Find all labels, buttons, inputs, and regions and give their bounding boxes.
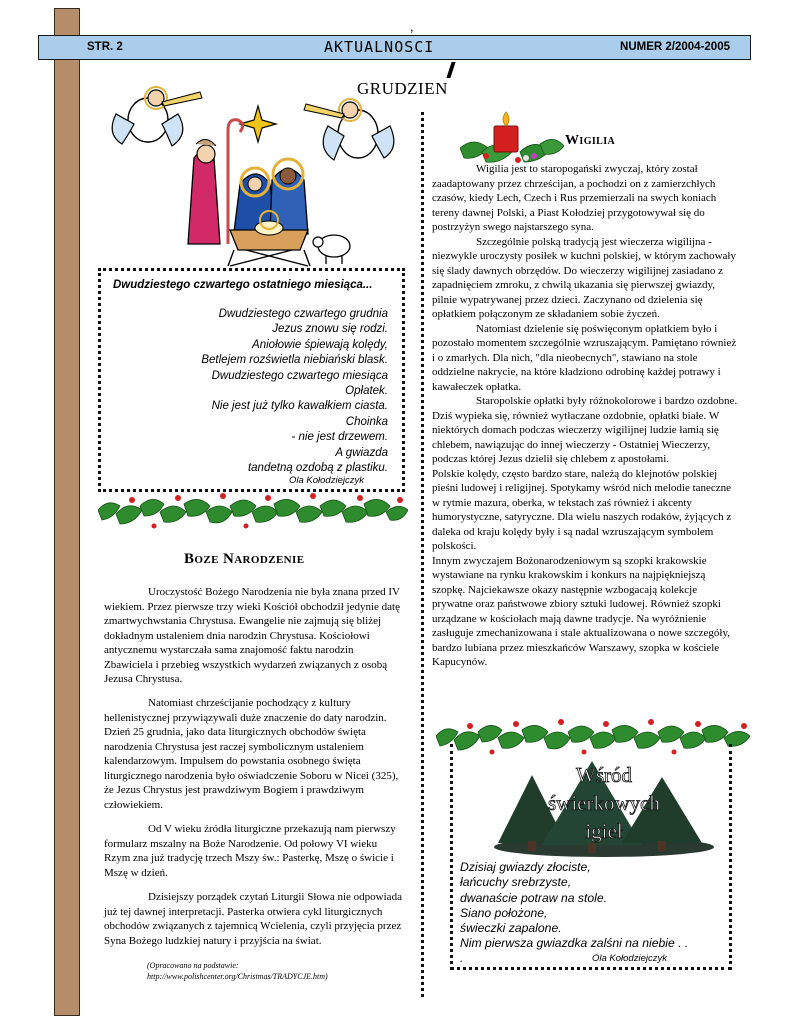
column-separator (421, 112, 424, 997)
wigilia-paragraph-5: Polskie kolędy, często bardzo stare, należą do klejnotów polskiej pieśni ludowej i religijnej. Spotykamy wśród nich melodie taneczne w rytmie mazura, oberka, w tekstach zaś również i akcenty humorystyczne, satyryczne. Dla wielu naszych rodaków, żyjących z daleka od kraju kolędy były i są nadal wzruszającym symbolem polskości. (432, 467, 732, 552)
source-url: http://www.polishcenter.org/Christmas/TRADYCJE.htm) (147, 972, 328, 981)
wigilia-paragraph-1: Wigilia jest to staropogański zwyczaj, który został zaadaptowany przez chrześcijan, a pochodzi on z zamierzchłych czasów, kiedy Lech, Czech i Rus przemierzali na swych koniach tereny dawnej Polski, a Piast Kołodziej przygotowywał się do postrzyżyn swego najstarszego syna. (432, 163, 717, 233)
bottom-poem-line: dwanaście potraw na stole. (460, 890, 608, 905)
bottom-poem-line: Nim pierwsza gwiazdka zalśni na niebie . . (460, 936, 689, 951)
boze-paragraph-3: Od V wieku źródła liturgiczne przekazują nam pierwszy formularz mszalny na Boże Narodzenie. Od połowy VI wieku Rzym zna już tradycję trzech Mszy św.: Pasterkę, Mszę o świcie i Mszę w dzień. (104, 823, 396, 879)
page-spine (54, 8, 80, 1016)
poem-line: Dwudziestego czwartego grudnia (218, 308, 388, 320)
poem-line: - nie jest drzewem. (291, 431, 388, 444)
section-name: AKTUALNOSCI (324, 38, 435, 56)
source-note: (Opracowano na podstawie: (147, 961, 239, 970)
section-title-wigilia: Wigilia (565, 133, 616, 148)
page-number: STR. 2 (87, 41, 123, 53)
month-accent-mark (446, 62, 455, 78)
poem-line: Nie jest już tylko kawałkiem ciasta. (211, 400, 388, 413)
wigilia-paragraph-3: Natomiast dzielenie się poświęconym opłatkiem było i pozostało momentem szczególnie wzruszającym. Pamiętano również i o zmarłych. Dla nich, "dla nieobecnych", stawiano na stole oddzielne nakrycie, na które kładziono odrobinę każdej potrawy i kawałeczek opłatka. (432, 322, 737, 393)
poem-line: Opłatek. (345, 385, 388, 398)
poem-line: Dwudziestego czwartego miesiąca (211, 369, 388, 382)
poem-line: Choinka (345, 415, 388, 428)
bottom-poem-line: Siano położone, (460, 905, 548, 920)
poem-line: A gwiazda (335, 446, 388, 459)
boze-paragraph-1: Uroczystość Bożego Narodzenia nie była znana przed IV wiekiem. Przez pierwsze trzy wieki Kościół obchodził jedynie datę zmartwychwstania Chrystusa. Ewangelie nie zajmują się bliżej dokładnym ustaleniem dnia narodzin Chrystusa. Kościołowi antycznemu wystarczała sama znajomość faktu narodzin Zbawiciela i przebieg wszystkich wydarzeń związanych z osobą Jezusa Chrystusa. (104, 586, 400, 685)
poem-line: Jezus znowu się rodzi. (272, 323, 388, 336)
bottom-poem-dot: . (460, 951, 464, 965)
wigilia-paragraph-4: Staropolskie opłatki były różnokolorowe i bardzo ozdobne. Dziś wypieka się, również wytłaczane ozdobnie, opłatki białe. W niektórych domach podczas wieczerzy wigilijnej ludzie łamią się chlebem, nawiązując do innej wieczerzy - Ostatniej Wieczerzy, podczas której Jezus dzielił się chlebem z apostołami. (432, 395, 738, 465)
poem-line: tandetną ozdobą z plastiku. (247, 462, 388, 475)
angel-trumpet-icon (304, 99, 394, 160)
wigilia-paragraph-6: Innym zwyczajem Bożonarodzeniowym są szopki krakowskie wystawiane na rynku krakowskim i konkurs na najpiękniejszą szopkę. Najciekawsze okazy następnie wzbogacają kolekcje prywatne oraz państwowe zbiory sztuki ludowej. Również szopki urządzane w kościołach mają dawne tradycje. Na wyróżnienie zasługuje zmechanizowana i stale aktualizowana o nowe szczegóły, bardzo lubiana przez mieszkańców Warszawy, szopka w kościele Kapucynów. (432, 554, 730, 668)
bottom-poem-line: łańcuchy srebrzyste, (460, 875, 572, 890)
section-title-boze: Boze Narodzenie (184, 551, 305, 567)
fir-trees-icon (492, 755, 716, 860)
boze-paragraph-2: Natomiast chrześcijanie pochodzący z kultury hellenistycznej przywiązywali duże znaczenie do daty narodzin. Dzień 25 grudnia, jako data liturgicznych obchodów święta narodzenia Chrystusa jest raczej symbolicznym ustaleniem kalendarzowym. Impulsem do powstania osobnego święta liturgicznego narodzenia było oświadczenie Soboru w Nicei (325), że Jezus Chrystus jest prawdziwym Bogiem i prawdziwym człowiekiem. (104, 697, 399, 811)
angel-trumpet-icon (112, 87, 202, 146)
bottom-poem-line: Dzisiaj gwiazdy złociste, (460, 860, 591, 874)
boze-paragraph-4: Dzisiejszy porządek czytań Liturgii Słowa nie odpowiada już tej dawnej interpretacji. Pasterka otwiera cykl liturgicznych obchodów związanych z tajemnicą Wcielenia, czyli przyjęcia przez Syna Bożego ludzkiej natury i przyjścia na świat. (104, 891, 402, 947)
poem-line: Betlejem rozświetla niebiański blask. (201, 354, 388, 367)
poem-lines (108, 307, 388, 476)
nativity-illustration (108, 84, 398, 268)
poem-title: Dwudziestego czwartego ostatniego miesiąca... (113, 279, 373, 291)
trees-heading-line-2: świerkowych (548, 791, 660, 815)
trees-heading-line-3: igieł (585, 819, 623, 843)
poem-author: Ola Kołodziejczyk (289, 475, 364, 486)
wigilia-column (432, 162, 738, 670)
poem-box (98, 268, 405, 492)
bottom-poem-line: świeczki zapalone. (460, 921, 562, 936)
candle-icon (460, 108, 564, 168)
issue-number: NUMER 2/2004-2005 (620, 41, 730, 53)
wigilia-paragraph-2: Szczególnie polską tradycją jest wieczerza wigilijna - niezwykle uroczysty posiłek w kuchni polskiej, w którym zachowały się ślady dawnych obrzędów. Do wieczerzy wigilijnej zasiadano z zapadnięciem zmroku, z chwilą ukazania się pierwszej gwiazdy, pilnie wypatrywanej przez dzieci. Zaczynano od dzielenia się opłatkiem połączonym ze składaniem sobie życzeń. (432, 235, 736, 320)
bottom-poem-author: Ola Kołodziejczyk (592, 953, 667, 964)
poem-line: Aniołowie śpiewają kolędy, (252, 338, 388, 351)
accent-mark: , (410, 19, 414, 34)
trees-heading-line-1: Wśród (576, 763, 632, 787)
star-icon (240, 106, 276, 142)
bottom-poem (460, 860, 688, 952)
holly-garland-icon (98, 490, 408, 536)
month-title: GRUDZIEN (357, 79, 448, 98)
page-header (38, 35, 751, 60)
